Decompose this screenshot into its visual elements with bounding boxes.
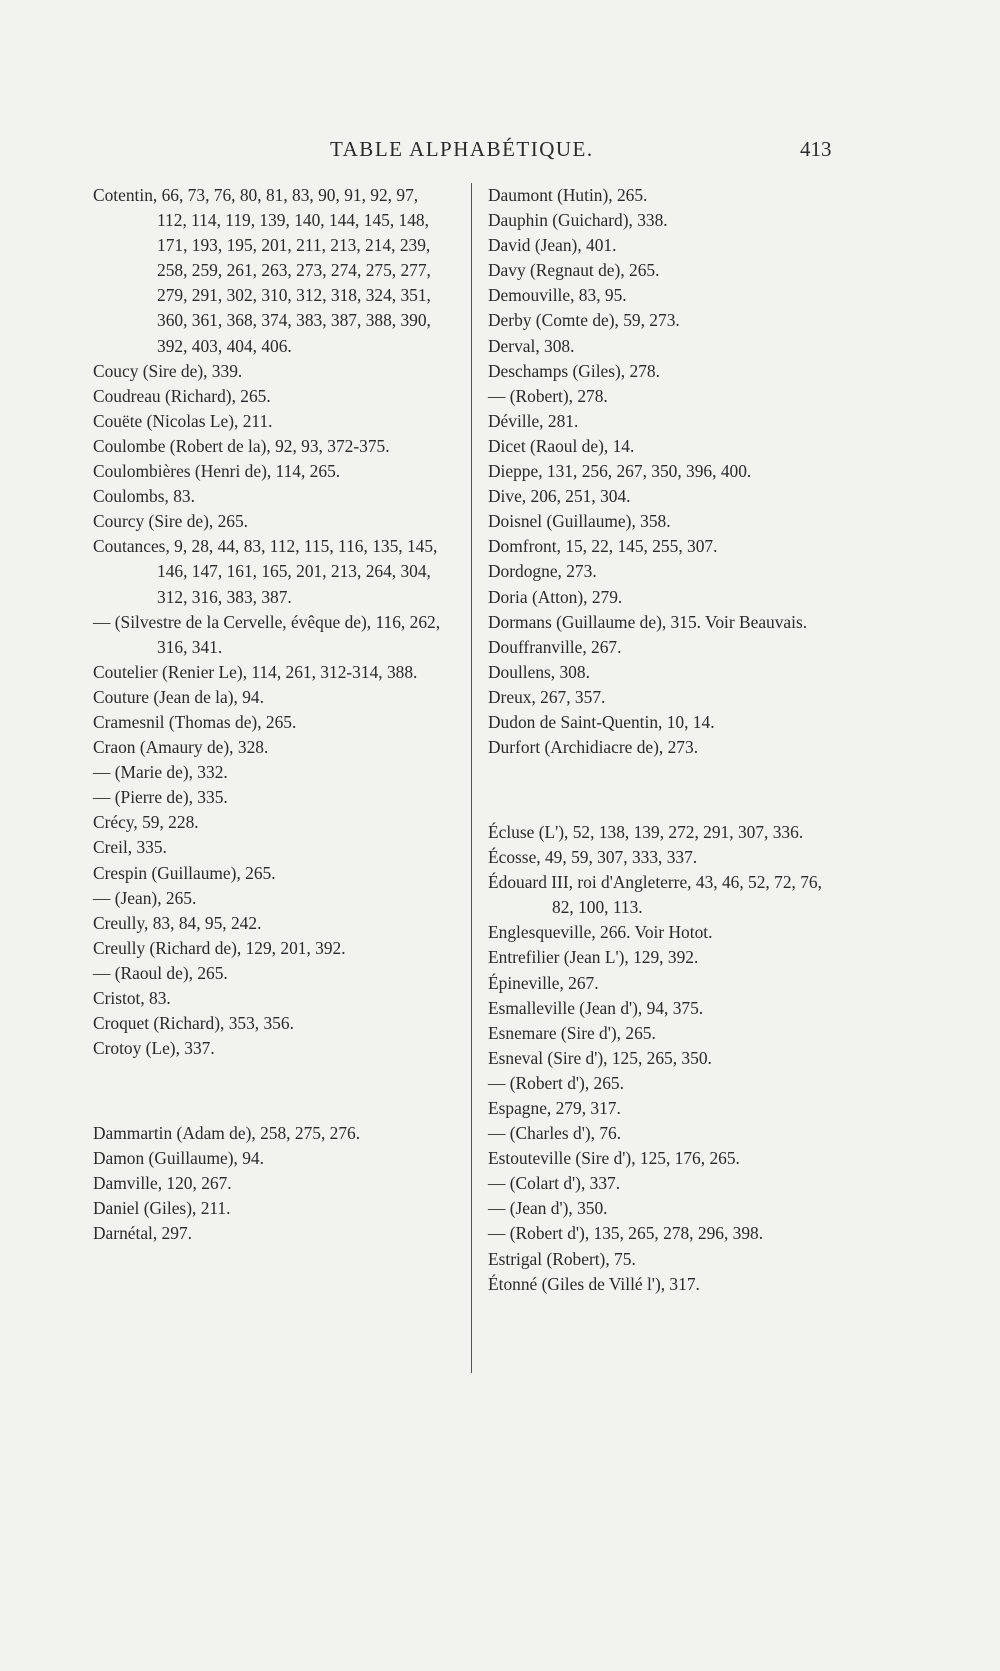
running-title: TABLE ALPHABÉTIQUE. bbox=[330, 137, 594, 161]
index-entry: Estouteville (Sire d'), 125, 176, 265. bbox=[488, 1148, 740, 1169]
index-column-right bbox=[488, 183, 846, 1297]
index-entry: Dreux, 267, 357. bbox=[488, 686, 606, 707]
index-entry: — (Jean d'), 350. bbox=[488, 1198, 608, 1219]
index-entry: Derval, 308. bbox=[488, 335, 575, 356]
index-entry: — (Robert d'), 135, 265, 278, 296, 398. bbox=[488, 1223, 764, 1244]
index-entry: Déville, 281. bbox=[488, 410, 579, 431]
index-entry: Damon (Guillaume), 94. bbox=[93, 1148, 264, 1169]
index-entry: Davy (Regnaut de), 265. bbox=[488, 260, 660, 281]
index-entry: Couture (Jean de la), 94. bbox=[93, 686, 264, 707]
index-entry: Dieppe, 131, 256, 267, 350, 396, 400. bbox=[488, 461, 752, 482]
index-entry: Crespin (Guillaume), 265. bbox=[93, 862, 276, 883]
index-entry: David (Jean), 401. bbox=[488, 235, 617, 256]
page-number: 413 bbox=[800, 137, 832, 161]
index-entry: Daniel (Giles), 211. bbox=[93, 1198, 231, 1219]
index-column-left bbox=[93, 183, 448, 1247]
index-entry: Coudreau (Richard), 265. bbox=[93, 385, 271, 406]
index-entry: — (Silvestre de la Cervelle, évêque de), 116, 262, 316, 341. bbox=[93, 611, 441, 657]
index-entry: — (Charles d'), 76. bbox=[488, 1123, 622, 1144]
index-entry: Édouard III, roi d'Angleterre, 43, 46, 52, 72, 76, 82, 100, 113. bbox=[488, 872, 822, 918]
index-entry: Coutelier (Renier Le), 114, 261, 312-314, 388. bbox=[93, 661, 418, 682]
index-entry: Dudon de Saint-Quentin, 10, 14. bbox=[488, 711, 715, 732]
index-entry: Doisnel (Guillaume), 358. bbox=[488, 511, 671, 532]
index-entry: Estrigal (Robert), 75. bbox=[488, 1248, 636, 1269]
page-header bbox=[0, 137, 1000, 167]
index-entry: Entrefilier (Jean L'), 129, 392. bbox=[488, 947, 699, 968]
section-gap bbox=[488, 778, 846, 803]
index-entry: Coucy (Sire de), 339. bbox=[93, 360, 243, 381]
index-entry: Cristot, 83. bbox=[93, 988, 171, 1008]
index-entry: Dauphin (Guichard), 338. bbox=[488, 210, 668, 231]
index-entry: — (Marie de), 332. bbox=[93, 762, 228, 783]
index-entry: Coulombe (Robert de la), 92, 93, 372-375. bbox=[93, 435, 390, 456]
index-entry: Darnétal, 297. bbox=[93, 1223, 192, 1244]
section-gap bbox=[93, 1079, 448, 1104]
index-entry: Doria (Atton), 279. bbox=[488, 586, 623, 607]
index-entry: Dive, 206, 251, 304. bbox=[488, 486, 631, 507]
index-entry: Doullens, 308. bbox=[488, 661, 590, 682]
index-entry: Daumont (Hutin), 265. bbox=[488, 185, 648, 205]
index-entry: Dordogne, 273. bbox=[488, 561, 597, 582]
index-entry: Englesqueville, 266. Voir Hotot. bbox=[488, 922, 713, 943]
index-entry: Damville, 120, 267. bbox=[93, 1173, 232, 1194]
index-entry: Coulombières (Henri de), 114, 265. bbox=[93, 461, 341, 482]
index-entry: Cotentin, 66, 73, 76, 80, 81, 83, 90, 91, 92, 97, 112, 114, 119, 139, 140, 144, 145, 148, 171, 193, 195, 201, 211, 213, 214, 239, 258, 259, 261, 263, 273, 274, 275, 277, 279, 291, 302, 310, 312, 318, 324, 351, 360, 361, 368, 374, 383, 387, 388, 390, 392, 403, 404, 406. bbox=[93, 185, 431, 356]
index-entry: Esneval (Sire d'), 125, 265, 350. bbox=[488, 1047, 712, 1068]
index-entry: — (Pierre de), 335. bbox=[93, 787, 228, 808]
index-entry: Cramesnil (Thomas de), 265. bbox=[93, 711, 297, 732]
index-entry: Écluse (L'), 52, 138, 139, 272, 291, 307, 336. bbox=[488, 821, 804, 842]
index-entry: Domfront, 15, 22, 145, 255, 307. bbox=[488, 536, 718, 557]
index-entry: — (Raoul de), 265. bbox=[93, 962, 228, 983]
index-entry: Derby (Comte de), 59, 273. bbox=[488, 310, 680, 331]
index-entry: Coutances, 9, 28, 44, 83, 112, 115, 116, 135, 145, 146, 147, 161, 165, 201, 213, 264, 304, 312, 316, 383, 387. bbox=[93, 536, 438, 607]
index-entry: — (Jean), 265. bbox=[93, 887, 197, 908]
index-entry: — (Robert d'), 265. bbox=[488, 1072, 624, 1093]
index-entry: Dammartin (Adam de), 258, 275, 276. bbox=[93, 1123, 361, 1144]
index-entry: Demouville, 83, 95. bbox=[488, 285, 627, 306]
index-entry: Creully, 83, 84, 95, 242. bbox=[93, 912, 262, 933]
index-entry: Croquet (Richard), 353, 356. bbox=[93, 1013, 294, 1034]
index-entry: Épineville, 267. bbox=[488, 972, 599, 993]
index-entry: Crécy, 59, 228. bbox=[93, 812, 199, 833]
index-entry: Creully (Richard de), 129, 201, 392. bbox=[93, 937, 346, 958]
index-entry: Courcy (Sire de), 265. bbox=[93, 511, 249, 532]
index-entry: Deschamps (Giles), 278. bbox=[488, 360, 660, 381]
index-entry: Creil, 335. bbox=[93, 837, 167, 858]
index-entry: Craon (Amaury de), 328. bbox=[93, 737, 269, 758]
index-entry: Coulombs, 83. bbox=[93, 486, 195, 507]
index-entry: Écosse, 49, 59, 307, 333, 337. bbox=[488, 847, 698, 868]
index-entry: Esnemare (Sire d'), 265. bbox=[488, 1022, 656, 1043]
index-entry: Étonné (Giles de Villé l'), 317. bbox=[488, 1273, 700, 1294]
index-entry: Esmalleville (Jean d'), 94, 375. bbox=[488, 997, 704, 1018]
index-entry: Espagne, 279, 317. bbox=[488, 1097, 621, 1118]
index-entry: Douffranville, 267. bbox=[488, 636, 622, 657]
index-entry: Dicet (Raoul de), 14. bbox=[488, 435, 635, 456]
index-entry: Crotoy (Le), 337. bbox=[93, 1038, 215, 1059]
index-entry: — (Robert), 278. bbox=[488, 385, 608, 406]
column-divider bbox=[471, 183, 472, 1373]
index-entry: Durfort (Archidiacre de), 273. bbox=[488, 737, 699, 758]
index-entry: Dormans (Guillaume de), 315. Voir Beauvais. bbox=[488, 611, 808, 632]
index-entry: Couëte (Nicolas Le), 211. bbox=[93, 410, 273, 431]
index-entry: — (Colart d'), 337. bbox=[488, 1173, 621, 1194]
